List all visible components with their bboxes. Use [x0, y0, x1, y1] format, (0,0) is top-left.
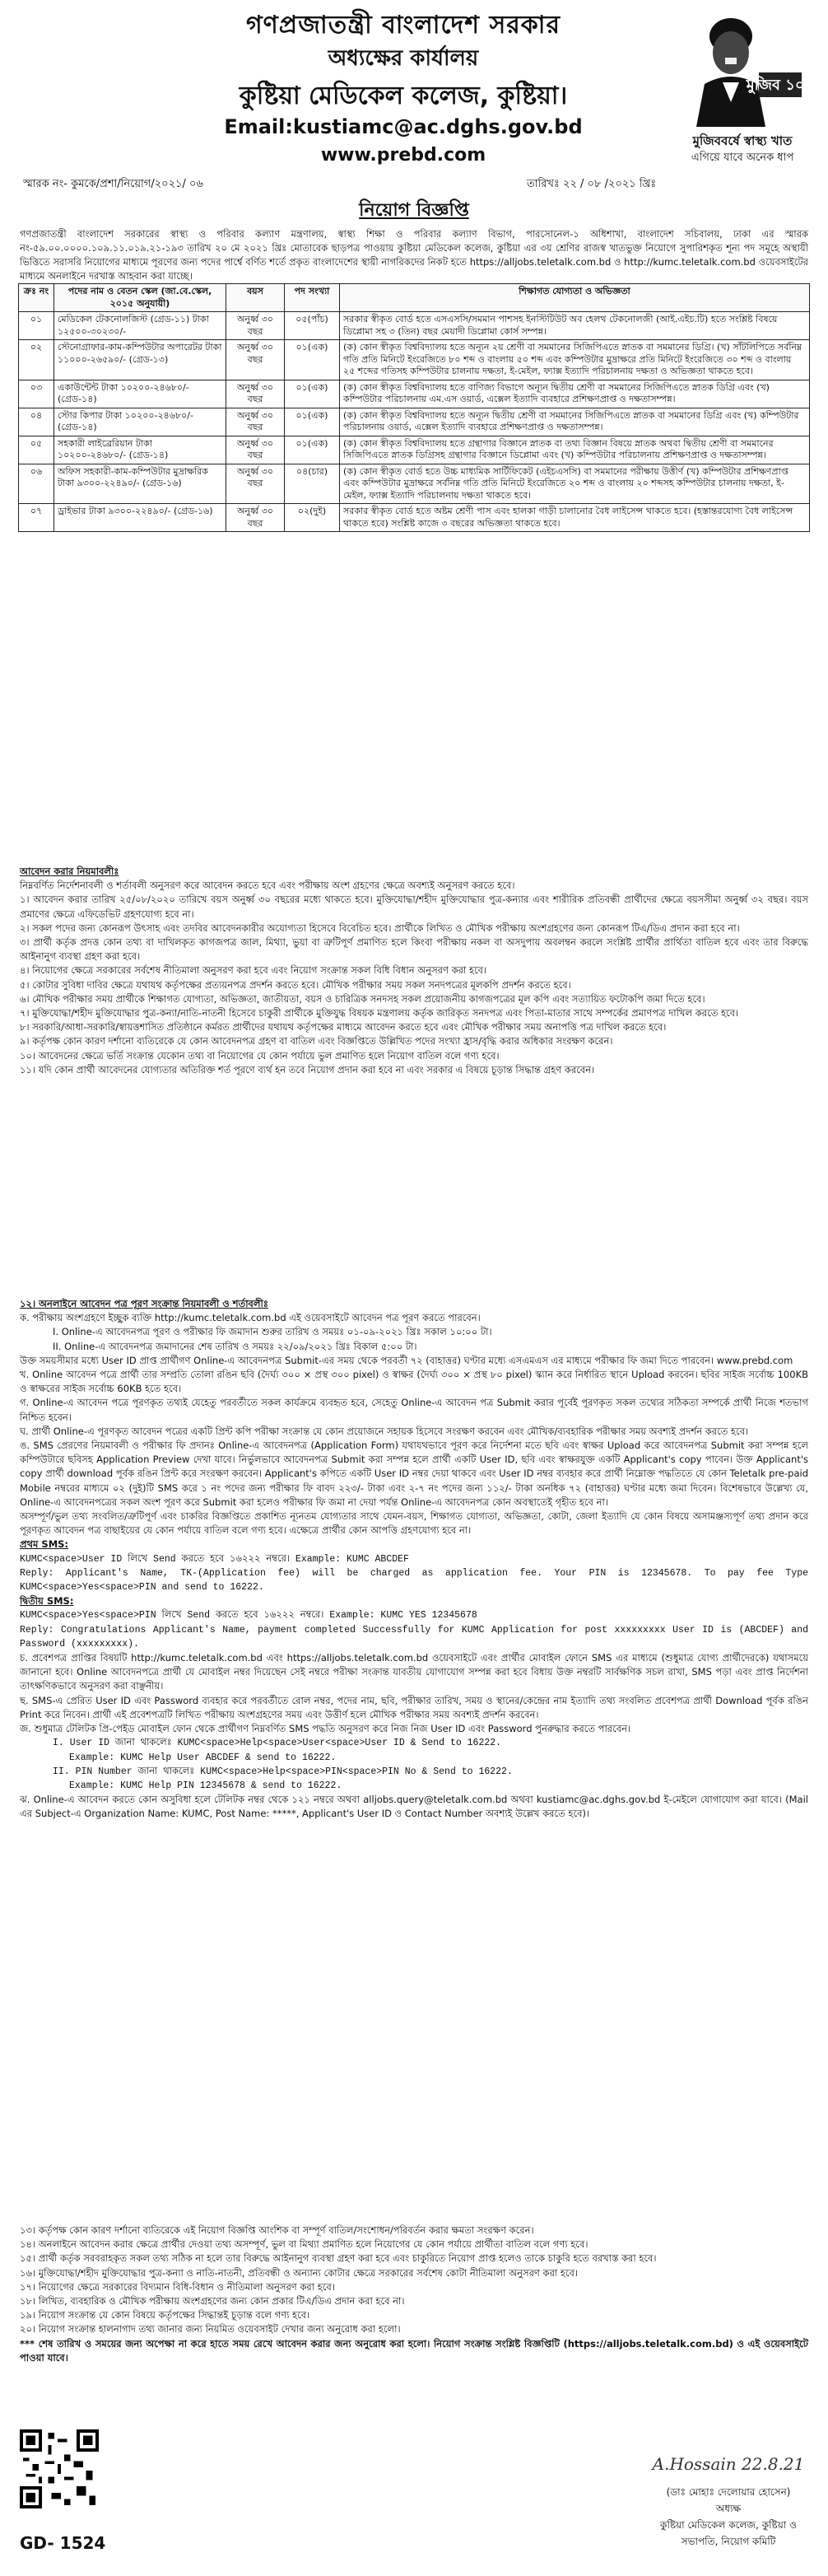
email-address[interactable]: Email:kustiamc@ac.dghs.gov.bd [224, 115, 583, 138]
sms1-label: প্রথম SMS: [20, 1538, 69, 1551]
sms2-text: KUMC<space>Yes<space>PIN লিখে Send করতে হবে ১৬২২২ নম্বরে। Example: KUMC YES 12345678 [20, 1610, 477, 1622]
condition-item: ৬। মৌখিক পরীক্ষার সময় প্রার্থীকে শিক্ষাগত যোগ্যতা, অভিজ্ঞতা, জাতীয়তা, বয়স ও চারিত্রিক সনদসহ সকল প্রয়োজনীয় কাগজপত্রের মূল কপি এবং সত্যায়িত ফটোকপি জমা দিতে হবে। [20, 992, 705, 1005]
conditions-title: আবেদন করার নিয়মাবলীঃ [20, 866, 119, 877]
row-age: অনুর্ধ্ব ৩০ বছর [226, 436, 285, 464]
condition-item: ৩। প্রার্থী কর্তৃক প্রদত্ত কোন তথ্য বা দাখিলকৃত কাগজপত্র জাল, মিথ্যা, ভুয়া বা ত্রুটিপূর্ণ প্রমাণিত হলে কিংবা পরীক্ষায় নকল বা অসদুপায় অবলম্বন করলে সংশ্লিষ্ট প্রার্থীর প্রার্থিতা বাতিল হবে এবং তার বিরুদ্ধে আইনানুগ ব্যবস্থা গ্রহণ করা হবে। [20, 936, 808, 963]
table-header-row [19, 284, 810, 312]
condition-item: ৯। কর্তৃপক্ষ কোন কারণ দর্শানো ব্যতিরেকে যে কোন আবেদনপত্র গ্রহণ বা বাতিল এবং বিজ্ঞপ্তিতে উল্লিখিত পদের সংখ্যা হ্রাস/বৃদ্ধি করার অধিকার সংরক্ষণ করেন। [20, 1035, 613, 1048]
general-note: *** শেষ তারিখ ও সময়ের জন্য অপেক্ষা না করে হাতে সময় রেখে আবেদন করার জন্য অনুরোধ করা হলো। নিয়োগ সংক্রান্ত সংশ্লিষ্ট বিজ্ঞপ্তিটি (https://alljobs.teletalk.com.bd) ও এই ওয়েবসাইটে পাওয়া যাবে। [20, 2337, 808, 2364]
condition-item: ৭। মুক্তিযোদ্ধা/শহীদ মুক্তিযোদ্ধার পুত্র-কন্যা/নাতি-নাতনী হিসেবে চাকুরী প্রার্থীকে মুক্তিযুদ্ধ বিষয়ক মন্ত্রণালয় কর্তৃক জারিকৃত সনদপত্র এবং পিতা-মাতার সাথে সম্পর্কের প্রমাণপত্র দাখিল করতে হবে। [20, 1007, 739, 1020]
sms1-text: KUMC<space>User ID লিখে Send করতে হবে ১৬২২২ নম্বরে। Example: KUMC ABCDEF [20, 1553, 409, 1565]
row-qualification: (ক) কোন স্বীকৃত বোর্ড হতে উচ্চ মাধ্যমিক সার্টিফিকেট (এইচএসসি) বা সমমানের পরীক্ষায় উত্তীর্ণ (খ) কম্পিউটার প্রশিক্ষণপ্রাপ্ত এবং কম্পিউটার মুদ্রাক্ষরে সর্বনিম্ন গতি প্রতি মিনিটে ইংরেজিতে ২০ শব্দ ও বাংলায় ২০ শব্দসহ কম্পিউটার চালনায় দক্ষতা, ই-মেইল, ফ্যাক্স ইত্যাদি পরিচালনায় দক্ষতা থাকতে হবে। [340, 464, 810, 504]
sms1-reply: Reply: Applicant's Name, TK-(Application fee) will be charged as application fee. Your PIN is 12345678. To pay fee Type KUMC<space>Yes<space>PIN and send to 16222. [20, 1567, 808, 1594]
col-age: বয়স [226, 284, 285, 312]
row-post: ড্রাইভার টাকা ৯৩০০-২২৪৯০/- (গ্রেড-১৬) [54, 504, 226, 532]
posts-table [18, 283, 810, 532]
college-name: কুষ্টিয়া মেডিকেল কলেজ, কুষ্টিয়া। [239, 82, 568, 110]
conditions-lead: নিম্নবর্ণিত নির্দেশনাবলী ও শর্তাবলী অনুসরণ করে আবেদন করতে হবে এবং পরীক্ষায় অংশ গ্রহণের ক্ষেত্রে অবশ্যই অনুসরণ করতে হবে। [20, 880, 515, 892]
row-qualification: (ক) কোন স্বীকৃত বিশ্ববিদ্যালয় হতে অন্যূন ২য় শ্রেণী বা সমমানের সিজিপিএতে স্নাতক বা সমমানের ডিগ্রি। (খ) সাঁটলিপিতে সর্বনিম্ন গতি প্রতি মিনিটে ইংরেজিতে ৮০ শব্দ ও বাংলায় ৫০ শব্দ এবং কম্পিউটার মুদ্রাক্ষরে প্রতি মিনিটে ইংরেজিতে ৩০ শব্দ ও বাংলায় ২৫ শব্দের গতিসহ কম্পিউটার চালনায় দক্ষতা, ই-মেইল, ফ্যাক্স ইত্যাদি পরিচালনায় দক্ষতা ও অভিজ্ঞতা থাকতে হবে। [340, 340, 810, 380]
conditions-section [20, 865, 808, 1077]
government-name: গণপ্রজাতন্ত্রী বাংলাদেশ সরকার [246, 11, 561, 40]
row-age: অনুর্ধ্ব ৩০ বছর [226, 380, 285, 408]
row-serial: ০৩ [19, 380, 54, 408]
mujib-caption-sub: এগিয়ে যাবে অনেক ধাপ [691, 152, 794, 164]
row-count: ০২(দুই) [285, 504, 340, 532]
row-post: স্টেনোগ্রাফার-কাম-কম্পিউটার অপারেটর টাকা ১১০০০-২৬৫৯০/- (গ্রেড-১৩) [54, 340, 226, 380]
online-section [20, 1297, 808, 1822]
signature-scrawl: A.Hossain 22.8.21 [652, 2454, 805, 2474]
signatory-name: (ডাঃ মোহাঃ দেলোয়ার হোসেন) [666, 2486, 791, 2498]
condition-item: ১০। আবেদনের ক্ষেত্রে ভর্তি সংক্রান্ত যেকোন তথ্য বা নিয়োগের যে কোন পর্যায়ে ভুল প্রমাণিত হলে নিয়োগ বাতিল বলে গণ্য হবে। [20, 1049, 500, 1062]
general-item: ১৩। কর্তৃপক্ষ কোন কারণ দর্শানো ব্যতিরেকে এই নিয়োগ বিজ্ঞপ্তি আংশিক বা সম্পূর্ণ বাতিল/সংশোধন/পরিবর্তন করার ক্ষমতা সংরক্ষণ করেন। [20, 2224, 534, 2236]
online-item-kh: খ. Online আবেদন পত্রে প্রার্থী তার সম্প্রতি তোলা রঙিন ছবি (দৈর্ঘ্য ৩০০ × প্রস্থ ৩০০ pixel) ও স্বাক্ষর (দৈর্ঘ্য ৩০০ × প্রস্থ ৮০ pixel) স্ক্যান করে নির্ধারিত স্থানে Upload করবেন। ছবির সাইজ সর্বোচ্চ 100KB ও স্বাক্ষরের সাইজ সর্বোচ্চ 60KB হতে হবে। [20, 1369, 808, 1395]
row-age: অনুর্ধ্ব ৩০ বছর [226, 464, 285, 504]
online-item-j: জ. শুধুমাত্র টেলিটক প্রি-পেইড মোবাইল ফোন থেকে প্রার্থীগণ নিম্নবর্ণিত SMS পদ্ধতি অনুসরণ করে নিজ নিজ User ID এবং Password পুনরুদ্ধার করতে পারবেন। [20, 1723, 631, 1735]
row-serial: ০২ [19, 340, 54, 380]
online-item-k3: উক্ত সময়সীমার মধ্যে User ID প্রাপ্ত প্রার্থীগণ Online-এ আবেদনপত্র Submit-এর সময় থেকে পরবর্তী ৭২ (বাহাত্তর) ঘণ্টার মধ্যে এসএমএস এর মাধ্যমে পরীক্ষার ফি জমা দিতে পারবেন। www.prebd.com [20, 1354, 793, 1366]
recover-user-id: I. User ID জানা থাকলেঃ KUMC<space>Help<space>User<space>User ID & Send to 16222. [53, 1738, 502, 1749]
row-age: অনুর্ধ্ব ৩০ বছর [226, 504, 285, 532]
general-item: ১৪। অনলাইনে আবেদন করার ক্ষেত্রে প্রার্থীর দেওয়া তথ্য অসম্পূর্ণ, ভুল বা মিথ্যা প্রমাণিত হলে নিয়োগের যে কোন পর্যায়ে প্রার্থীতা বাতিল বলে গণ্য হবে। [20, 2238, 588, 2251]
row-serial: ০৬ [19, 464, 54, 504]
condition-item: ৫। কোটার সুবিধা দাবির ক্ষেত্রে যথাযথ কর্তৃপক্ষের প্রত্যয়নপত্র প্রদর্শন করতে হবে। মৌখিক পরীক্ষার সময় সকল সনদপত্রের মূলকপি প্রদর্শন করতে হবে। [20, 978, 571, 991]
condition-item: ৪। নিয়োগের ক্ষেত্রে সরকারের সর্বশেষ নীতিমালা অনুসরণ করা হবে এবং নিয়োগ সংক্রান্ত সকল বিধি বিধান অনুসরণ করা হবে। [20, 964, 487, 977]
memo-date: তারিখঃ ২২ / ০৮ /২০২১ খ্রিঃ [527, 178, 657, 190]
memo-number: স্মারক নং- কুমকে/প্রশা/নিয়োগ/২০২১/ ০৬ [23, 178, 203, 190]
general-item: ১৬। মুক্তিযোদ্ধা/শহীদ মুক্তিযোদ্ধার পুত্র-কন্যা ও নাতি-নাতনী, প্রতিবন্ধী ও অন্যান্য কোটার ক্ষেত্রে সরকারের সর্বশেষ কোটা নীতিমালা অনুসরণ করা হবে। [20, 2266, 579, 2279]
signature-block [650, 2454, 807, 2551]
col-qualification: শিক্ষাগত যোগ্যতা ও অভিজ্ঞতা [340, 284, 810, 312]
row-serial: ০৫ [19, 436, 54, 464]
table-row [19, 408, 810, 436]
row-count: ০৪(চার) [285, 464, 340, 504]
online-item-k: ক. পরীক্ষায় অংশগ্রহণে ইচ্ছুক ব্যক্তি http://kumc.teletalk.com.bd এই ওয়েবসাইটে আবেদন পত্র পূরণ করতে পারবেন। [20, 1312, 481, 1324]
condition-item: ২। সকল পদের জন্য কোনরূপ উৎসাহ এবং তদবির আবেদনকারীর অযোগ্যতা হিসেবে বিবেচিত হবে। প্রার্থীকে লিখিত ও মৌখিক পরীক্ষায় অংশগ্রহণের জন্য কোনরূপ টিএ/ডিএ প্রদান করা হবে না। [20, 922, 740, 934]
recover-pin: II. PIN Number জানা থাকলেঃ KUMC<space>Help<space>PIN<space>PIN No & Send to 16222. [53, 1766, 513, 1777]
intro-paragraph: গণপ্রজাতন্ত্রী বাংলাদেশ সরকারের স্বাস্থ্য ও পরিবার কল্যাণ মন্ত্রণালয়, স্বাস্থ্য শিক্ষা ও পরিবার কল্যাণ বিভাগ, পারসোনেল-১ অধিশাখা, বাংলাদেশ সচিবালয়, ঢাকা এর স্মারক নং-৫৯.০০.০০০০.১০৯.১১.০১৯.২১-১৯৩ তারিখ ২০ মে ২০২১ খ্রিঃ মোতাবেক ছাড়পত্র পাওয়ায় কুষ্টিয়া মেডিকেল কলেজ, কুষ্টিয়া এর ৩য় শ্রেণির রাজস্ব খাতভুক্ত নিয়োগে সুপারিশকৃত শূন্য পদ সমূহে অস্থায়ী ভিত্তিতে সরাসরি নিয়োগের মাধ্যমে পূরণের জন্য পদের পার্শ্বে বর্ণিত শর্তে প্রকৃত বাংলাদেশের স্থায়ী নাগরিকদের নিকট হতে https://alljobs.teletalk.com.bd ও http://kumc.teletalk.com.bd ওয়েবসাইটের মাধ্যমে অনলাইনে দরখাস্ত আহবান করা যাচ্ছে। [20, 228, 808, 282]
online-item-ng2: অসম্পূর্ণ/ভুল তথ্য সংবলিত/ত্রুটিপূর্ণ এবং চাকরির বিজ্ঞপ্তিতে প্রকাশিত ন্যূনতম যোগ্যতার সাথে যেমন-বয়স, শিক্ষাগত যোগ্যতা, অভিজ্ঞতা, কোটা, জেলা ইত্যাদি যে কোন বিষয়ে অসামঞ্জস্যপূর্ণ তথ্য প্রদান করে পূরণকৃত আবেদন পত্র বাছাইয়ের যে কোন পর্যায়ে বাতিল বলে গণ্য হবে। এক্ষেত্রে প্রার্থীর কোন আপত্তি গ্রহণযোগ্য হবে না। [20, 1510, 808, 1537]
qr-code [20, 2429, 99, 2508]
row-age: অনুর্ধ্ব ৩০ বছর [226, 312, 285, 340]
online-title: ১২। অনলাইনে আবেদন পত্র পূরণ সংক্রান্ত নিয়মাবলী ও শর্তাবলীঃ [20, 1298, 268, 1309]
row-serial: ০১ [19, 312, 54, 340]
general-item: ২০। নিয়োগ সংক্রান্ত হালনাগাদ তথ্য জানার জন্য নিয়মিত ওয়েবসাইট দেখার জন্য অনুরোধ করা হলো। [20, 2323, 401, 2336]
row-post: মেডিকেল টেকনোলজিস্ট (গ্রেড-১১) টাকা ১২৫০০-৩০২৩০/- [54, 312, 226, 340]
general-item: ১৯। নিয়োগ সংক্রান্ত যে কোন বিষয়ে কর্তৃপক্ষের সিদ্ধান্তই চূড়ান্ত বলে গণ্য হবে। [20, 2309, 310, 2322]
table-row [19, 312, 810, 340]
table-row [19, 464, 810, 504]
row-qualification: (ক) কোন স্বীকৃত বিশ্ববিদ্যালয় হতে অন্যূন দ্বিতীয় শ্রেণী বা সমমানের সিজিপিএতে স্নাতক বা সমমানের ডিগ্রি এবং (খ) কম্পিউটার পরিচালনায় ওয়ার্ড, এক্সেল ইত্যাদি ব্যবহারে প্রশিক্ষণপ্রাপ্ত ও দক্ষতাসম্পন্ন। [340, 408, 810, 436]
signatory-designation: অধ্যক্ষ [715, 2503, 742, 2514]
website-url[interactable]: www.prebd.com [320, 145, 486, 166]
notice-header [0, 0, 828, 198]
row-serial: ০৭ [19, 504, 54, 532]
row-qualification: (ক) কোন স্বীকৃত বিশ্ববিদ্যালয় হতে গ্রন্থাগার বিজ্ঞানে স্নাতক বা তথ্য বিজ্ঞান বিষয়ে স্নাতক অথবা দ্বিতীয় শ্রেণী বা সমমানের সিজিপিএতে স্নাতক ডিগ্রিসহ গ্রন্থাগার বিজ্ঞানে ডিপ্লোমা এবং (খ) কম্পিউটার পরিচালনায় প্রশিক্ষণপ্রাপ্ত ও দক্ষতাসম্পন্ন। [340, 436, 810, 464]
online-item-ch: চ. প্রবেশপত্র প্রাপ্তির বিষয়টি http://kumc.teletalk.com.bd এবং https://alljobs.teletalk.com.bd ওয়েবসাইটে এবং প্রার্থীর মোবাইল ফোনে SMS এর মাধ্যমে (শুধুমাত্র যোগ্য প্রার্থীদেরকে) যথাসময়ে জানানো হবে। Online আবেদনপত্রে প্রার্থী যে মোবাইল নম্বর দিয়েছেন সেই নম্বরে পরীক্ষা সংক্রান্ত যাবতীয় যোগাযোগ সম্পন্ন করা হবে বিধায় উক্ত নম্বরটি সার্বক্ষণিক সচল রাখা, SMS পড়া এবং প্রাপ্ত নির্দেশনা তাৎক্ষণিকভাবে অনুসরণ করা বাঞ্ছনীয়। [20, 1652, 808, 1692]
sms2-reply: Reply: Congratulations Applicant's Name, payment completed Successfully for KUMC Application for post xxxxxxxxx User ID is (ABCDEF) and Password (xxxxxxxxx). [20, 1624, 808, 1650]
condition-item: ১১। যদি কোন প্রার্থী আবেদনের যোগ্যতার অতিরিক্ত শর্ত পূরণে ব্যর্থ হন তবে নিয়োগ প্রদান করা হবে না এবং সরকার এ বিষয়ে চূড়ান্ত সিদ্ধান্ত গ্রহণ করবেন। [20, 1063, 595, 1076]
online-item-g: গ. Online-এ আবেদন পত্রে পূরণকৃত তথ্যই যেহেতু পরবর্তীতে সকল কার্যক্রমে ব্যবহৃত হবে, সেহেতু Online-এ আবেদন পত্র Submit করার পূর্বেই পূরণকৃত সকল তথ্যের সঠিকতা সম্পর্কে প্রার্থী নিজে শতভাগ নিশ্চিত হবেন। [20, 1397, 808, 1423]
general-item: ১৮। লিখিত, ব্যবহারিক ও মৌখিক পরীক্ষায় অংশগ্রহণের জন্য কোন প্রকার টিএ/ডিএ প্রদান করা হবে না। [20, 2295, 405, 2308]
row-count: ০১(এক) [285, 408, 340, 436]
notice-title: নিয়োগ বিজ্ঞপ্তি [359, 200, 469, 221]
online-item-chh: ছ. SMS-এ প্রেরিত User ID এবং Password ব্যবহার করে পরবর্তীতে রোল নম্বর, পদের নাম, ছবি, পরীক্ষার তারিখ, সময় ও স্থানের/কেন্দ্রের নাম ইত্যাদি তথ্য সংবলিত প্রবেশপত্র প্রার্থী Download পূর্বক রঙিন Print করে নিবেন। প্রার্থী এই প্রবেশপত্রটি লিখিত পরীক্ষায় অংশগ্রহণের সময় এবং উত্তীর্ণ হলে মৌখিক পরীক্ষার সময় অবশ্যই প্রদর্শন করবেন। [20, 1694, 808, 1720]
row-post: অফিস সহকারী-কাম-কম্পিউটার মুদ্রাক্ষরিক টাকা ৯৩০০-২২৪৯০/- (গ্রেড-১৬) [54, 464, 226, 504]
general-item: ১৭। নিয়োগের ক্ষেত্রে সরকারের বিদ্যমান বিধি-বিধান ও নীতিমালা অনুসরণ করা হবে। [20, 2280, 335, 2293]
office-name: অধ্যক্ষের কার্যালয় [328, 46, 479, 71]
table-row [19, 340, 810, 380]
general-section [20, 2224, 808, 2365]
gd-code: GD- 1524 [20, 2533, 106, 2553]
mujib-portrait-logo [680, 3, 815, 127]
row-post: স্টোর কিপার টাকা ১০২০০-২৪৬৮০/- (গ্রেড-১৪) [54, 408, 226, 436]
condition-item: ৮। সরকারি/আধা-সরকারি/স্বায়ত্তশাসিত প্রতিষ্ঠানে কর্মরত প্রার্থীদের যথাযথ কর্তৃপক্ষের মাধ্যমে আবেদন করতে হবে এবং মৌখিক পরীক্ষার সময় অনাপত্তি পত্র দাখিল করতে হবে। [20, 1021, 667, 1034]
col-post: পদের নাম ও বেতন স্কেল (জা.বে.স্কেল, ২০১৫ অনুযায়ী) [54, 284, 226, 312]
row-post: একাউন্টেন্ট টাকা ১০২০০-২৪৬৮০/- (গ্রেড-১৪) [54, 380, 226, 408]
online-end-date: II. Online-এ আবেদনপত্র জমাদানের শেষ তারিখ ও সময়ঃ ২২/০৯/২০২১ খ্রিঃ বিকাল ৫:০০ টা। [53, 1340, 417, 1352]
row-count: ০১(এক) [285, 436, 340, 464]
row-count: ০১(এক) [285, 380, 340, 408]
sms2-label: দ্বিতীয় SMS: [20, 1595, 74, 1608]
signatory-address: কুষ্টিয়া মেডিকেল কলেজ, কুষ্টিয়া ও সভাপতি, নিয়োগ কমিটি [660, 2519, 797, 2547]
table-row [19, 504, 810, 532]
table-row [19, 436, 810, 464]
condition-item: ১। আবেদন করার তারিখ ২৫/০৮/২০২০ তারিখে বয়স অনুর্ধ্ব ৩০ বছরের মধ্যে থাকতে হবে। মুক্তিযোদ্ধা/শহীদ মুক্তিযোদ্ধার পুত্র-কন্যার এবং শারীরিক প্রতিবন্ধী প্রার্থীদের ক্ষেত্রে বয়সসীমা অনুর্ধ্ব ৩২ বছর। বয়স প্রমাণের ক্ষেত্রে এফিডেভিট গ্রহণযোগ্য হবে না। [20, 894, 808, 920]
online-item-gh: ঘ. প্রার্থী Online-এ পূরণকৃত আবেদন পত্রের একটি প্রিন্ট কপি পরীক্ষা সংক্রান্ত যে কোন প্রয়োজনে সহায়ক হিসেবে সংরক্ষণ করবেন এবং মৌখিক/ব্যবহারিক পরীক্ষার সময় অবশ্যই প্রদর্শন করতে হবে। [20, 1425, 749, 1437]
row-qualification: সরকার স্বীকৃত বোর্ড হতে অষ্টম শ্রেণী পাস এবং হালকা গাড়ী চালানোর বৈধ লাইসেন্স থাকতে হবে। (হস্তান্তরযোগ্য বৈধ লাইসেন্স থাকতে হবে) সংশ্লিষ্ট কাজে ৩ বছরের অভিজ্ঞতা থাকতে হবে। [340, 504, 810, 532]
mujib-100-mark: মুজিব ১০০ [746, 77, 815, 94]
row-qualification: (ক) কোন স্বীকৃত বিশ্ববিদ্যালয় হতে বাণিজ্য বিভাগে অন্যূন দ্বিতীয় শ্রেণী বা সমমানের সিজিপিএতে স্নাতক ডিগ্রি এবং (খ) কম্পিউটার পরিচালনায় এম.এস ওয়ার্ড, এক্সেল ইত্যাদি ব্যবহারে প্রশিক্ষণপ্রাপ্ত ও দক্ষতাসম্পন্ন। [340, 380, 810, 408]
row-qualification: সরকার স্বীকৃত বোর্ড হতে এসএসসি/সমমান পাশসহ ইনস্টিটিউট অব হেলথ টেকনোলজী (আই.এইচ.টি) হতে সংশ্লিষ্ট বিষয়ে ডিপ্লোমা সহ ৩ (তিন) বছর মেয়াদী ডিপ্লোমা কোর্স সম্পন্ন। [340, 312, 810, 340]
mujib-caption: মুজিববর্ষে স্বাস্থ্য খাত [692, 133, 793, 148]
col-count: পদ সংখ্যা [285, 284, 340, 312]
row-serial: ০৪ [19, 408, 54, 436]
row-age: অনুর্ধ্ব ৩০ বছর [226, 408, 285, 436]
col-serial: ক্রঃ নং [19, 284, 54, 312]
online-item-jh: ঝ. Online-এ আবেদন করতে কোন অসুবিধা হলে টেলিটক নম্বর থেকে ১২১ নম্বরে অথবা alljobs.query@teletalk.com.bd অথবা kustiamc@ac.dghs.gov.bd ই-মেইলে যোগাযোগ করা যাবে। (Mail এর Subject-এ Organization Name: KUMC, Post Name: *****, Applicant's User ID ও Contact Number অবশ্যই উল্লেখ করতে হবে)। [20, 1794, 808, 1820]
row-count: ০১(এক) [285, 340, 340, 380]
row-age: অনুর্ধ্ব ৩০ বছর [226, 340, 285, 380]
online-start-date: I. Online-এ আবেদনপত্র পূরণ ও পরীক্ষার ফি জমাদান শুরুর তারিখ ও সময়ঃ ০১-০৯-২০২১ খ্রিঃ সকাল ১০:০০ টা। [53, 1326, 492, 1338]
general-item: ১৫। প্রার্থী কর্তৃক সরবরাহকৃত সকল তথ্য সঠিক না হলে তার বিরুদ্ধে আইনানুগ ব্যবস্থা গ্রহণ করা হবে এবং চাকুরিতে নিয়োগ প্রাপ্ত হলেও তাকে চাকুরি হতে বরখাস্ত করা হবে। [20, 2252, 657, 2265]
row-post: সহকারী লাইব্রেরিয়ান টাকা ১০২০০-২৪৬৮০/- (গ্রেড-১৪) [54, 436, 226, 464]
recover-user-id-example: Example: KUMC Help User ABCDEF & send to 16222. [69, 1752, 337, 1763]
table-row [19, 380, 810, 408]
online-item-ng: ঙ. SMS প্রেরণের নিয়মাবলী ও পরীক্ষার ফি প্রদানঃ Online-এ আবেদনপত্র (Application Form) যথাযথভাবে পূরণ করে নির্দেশনা মতে ছবি এবং স্বাক্ষর Upload করে আবেদনপত্র Submit করা সম্পন্ন হলে কম্পিউটারে ছবিসহ Application Preview দেখা যাবে। নির্ভুলভাবে আবেদনপত্র Submit করা সম্পন্ন হলে প্রার্থী একটি User ID, ছবি এবং স্বাক্ষরযুক্ত একটি Applicant's copy পাবেন। উক্ত Applicant's copy প্রার্থী download পূর্বক রঙিন প্রিন্ট করে সংরক্ষণ করবেন। Applicant's কপিতে একটি User ID নম্বর দেয়া থাকবে এবং User ID নম্বর ব্যবহার করে প্রার্থী নিম্নোক্ত পদ্ধতিতে যে কোন Teletalk pre-paid Mobile নম্বরের মাধ্যমে ০২ (দুই)টি SMS করে ১ নং পদের জন্য পরীক্ষার ফি বাবদ ২২৩/- টাকা এবং ২-৭ নং পদের জন্য ১১২/- টাকা অনধিক ৭২ (বাহাত্তর) ঘণ্টার মধ্যে জমা দিবেন। বিশেষভাবে উল্লেখ্য যে, Online-এ আবেদনপত্রের সকল অংশ পূরণ করে Submit করা হলেও পরীক্ষার ফি জমা না দেয়া পর্যন্ত Online-এ আবেদনপত্র কোন অবস্থাতেই গৃহীত হবে না। [20, 1440, 808, 1508]
recover-pin-example: Example: KUMC Help PIN 12345678 & send to 16222. [69, 1780, 342, 1791]
row-count: ০৫(পাঁচ) [285, 312, 340, 340]
